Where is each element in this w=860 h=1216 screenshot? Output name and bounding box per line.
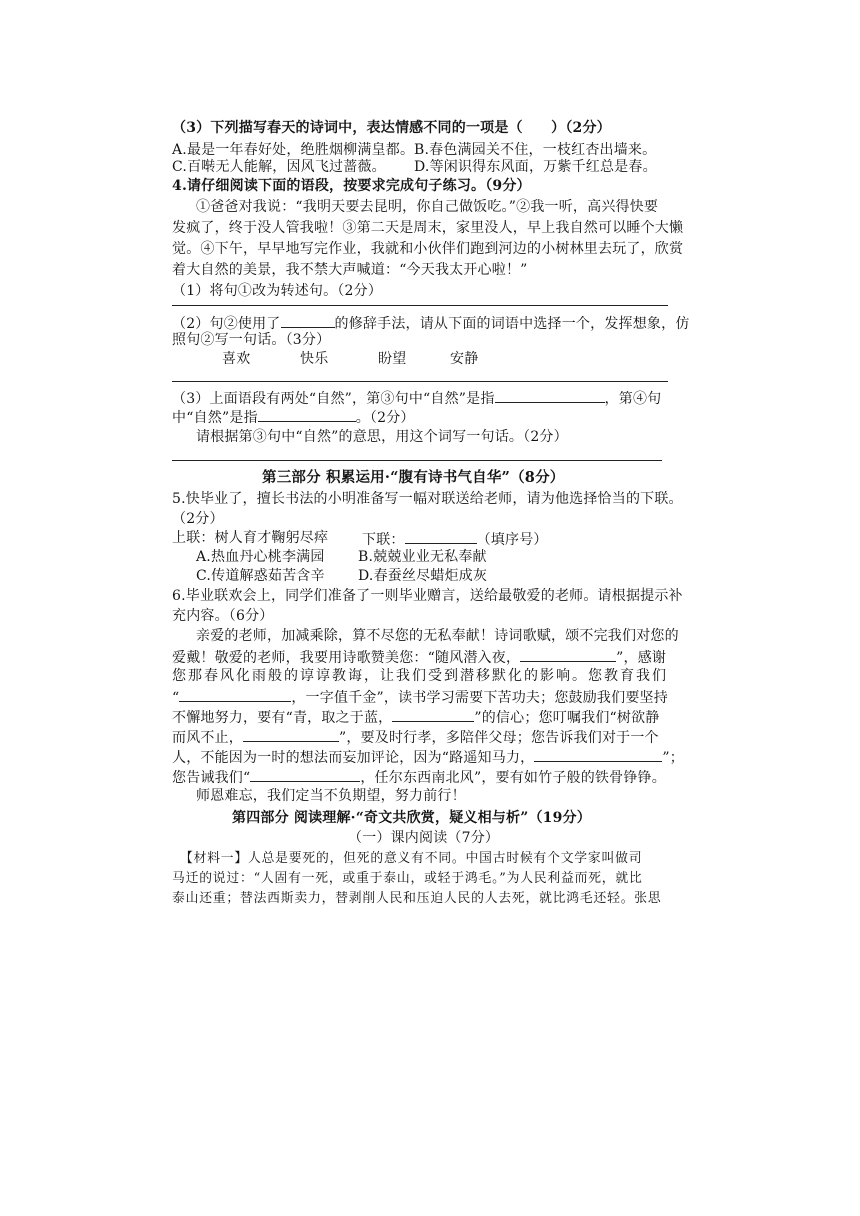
blank-poem-1[interactable] bbox=[520, 648, 616, 662]
q6-passage-line: 亲爱的老师，加减乘除，算不尽您的无私奉献！诗词歌赋，颂不完我们对您的 bbox=[196, 628, 679, 644]
q5-option-d: D.春蚕丝尽蜡炬成灰 bbox=[358, 568, 488, 584]
part4-heading: 第四部分 阅读理解·“奇文共欣赏，疑义相与析”（19分） bbox=[232, 810, 591, 826]
word-choice: 安静 bbox=[450, 351, 479, 367]
q3-option-c: C.百啭无人能解，因风飞过蔷薇。 bbox=[172, 159, 386, 175]
blank-rhetoric[interactable] bbox=[281, 314, 335, 328]
blank-poem-6[interactable] bbox=[250, 768, 360, 782]
material-line: 马迁的说过：“人固有一死，或重于泰山，或轻于鸿毛。”为人民利益而死，就比 bbox=[172, 871, 643, 886]
q4-sub3-write: 请根据第③句中“自然”的意思，用这个词写一句话。（2分） bbox=[196, 429, 568, 445]
q4-sub2: （2）句②使用了 的修辞手法，请从下面的词语中选择一个，发挥想象，仿 bbox=[172, 316, 690, 332]
blank-meaning-3[interactable] bbox=[495, 389, 605, 403]
q4-sub1: （1）将句①改为转述句。（2分） bbox=[172, 283, 383, 299]
material-line: 【材料一】人总是要死的，但死的意义有不同。中国古时候有个文学家叫做司 bbox=[180, 851, 643, 866]
part4-subheading: （一）课内阅读（7分） bbox=[348, 830, 500, 846]
word-choice: 盼望 bbox=[378, 351, 407, 367]
blank-poem-3[interactable] bbox=[392, 708, 474, 722]
q6-passage-line: 不懈地努力，要有“青，取之于蓝， ”的信心；您叮嘱我们“树欲静 bbox=[172, 710, 660, 726]
q4-passage-line: 发疯了，终于没人管我啦！③第二天是周末，家里没人，早上我自然可以睡个大懒 bbox=[172, 220, 684, 236]
answer-line[interactable] bbox=[172, 381, 668, 382]
word-choice: 快乐 bbox=[300, 351, 329, 367]
q6-passage-line: 您告诫我们“ ，任尔东西南北风”，要有如竹子般的铁骨铮铮。 bbox=[172, 770, 666, 786]
q6-passage-line: 您那春风化雨般的谆谆教诲，让我们受到潜移默化的影响。您教育我们 bbox=[172, 668, 668, 684]
q4-passage-line: 觉。④下午，早早地写完作业，我就和小伙伴们跑到河边的小树林里去玩了，欣赏 bbox=[172, 241, 684, 257]
word-choice: 喜欢 bbox=[222, 351, 251, 367]
q4-stem: 4.请仔细阅读下面的语段，按要求完成句子练习。（9分） bbox=[172, 178, 531, 194]
answer-line[interactable] bbox=[172, 460, 662, 461]
blank-poem-4[interactable] bbox=[243, 728, 339, 742]
q3-option-d: D.等闲识得东风面，万紫千红总是春。 bbox=[414, 159, 657, 175]
q4-passage-line: 着大自然的美景，我不禁大声喊道：“今天我太开心啦！” bbox=[172, 262, 528, 278]
q6-passage-line: 师恩难忘，我们定当不负期望，努力前行！ bbox=[196, 788, 466, 804]
part3-heading: 第三部分 积累运用·“腹有诗书气自华”（8分） bbox=[262, 469, 565, 486]
q3-option-b: B.春色满园关不住，一枝红杏出墙来。 bbox=[414, 142, 657, 158]
q5-option-a: A.热血丹心桃李满园 bbox=[196, 549, 325, 565]
q4-passage-line: ①爸爸对我说：“我明天要去昆明，你自己做饭吃。”②我一听，高兴得快要 bbox=[196, 199, 659, 215]
blank-meaning-4[interactable] bbox=[258, 408, 356, 422]
couplet-upper: 上联：树人育才鞠躬尽瘁 bbox=[172, 530, 329, 546]
q6-passage-line: 而风不止， ”，要及时行孝，多陪伴父母；您告诉我们对于一个 bbox=[172, 730, 659, 746]
q6-passage-line: 人，不能因为一时的想法而妄加评论，因为“路遥知马力， ”； bbox=[172, 750, 684, 766]
q6-stem: 6.毕业联欢会上，同学们准备了一则毕业赠言，送给最敬爱的老师。请根据提示补 bbox=[172, 588, 683, 604]
q4-sub3-cont: 中“自然”是指 。（2分） bbox=[172, 410, 415, 426]
q3-stem: （3）下列描写春天的诗词中，表达情感不同的一项是（ ）（2分） bbox=[172, 120, 611, 136]
q6-points: 充内容。（6分） bbox=[172, 608, 274, 624]
blank-poem-5[interactable] bbox=[534, 748, 662, 762]
q6-passage-line: “ ，一字值千金”，读书学习需要下苦功夫；您鼓励我们要坚持 bbox=[172, 690, 668, 706]
q5-option-c: C.传道解惑茹苦含辛 bbox=[196, 568, 325, 584]
blank-poem-2[interactable] bbox=[179, 688, 291, 702]
q3-option-a: A.最是一年春好处，绝胜烟柳满皇都。 bbox=[172, 142, 415, 158]
answer-line[interactable] bbox=[172, 305, 668, 306]
material-line: 泰山还重；替法西斯卖力，替剥削人民和压迫人民的人去死，就比鸿毛还轻。张思 bbox=[172, 891, 662, 906]
couplet-lower: 下联： （填序号） bbox=[362, 532, 548, 548]
q6-passage-line: 爱戴！敬爱的老师，我要用诗歌赞美您：“随风潜入夜， ”，感谢 bbox=[172, 650, 667, 666]
q4-sub2-cont: 照句②写一句话。（3分） bbox=[172, 332, 331, 348]
q4-sub3: （3）上面语段有两处“自然”，第③句中“自然”是指 ，第④句 bbox=[172, 391, 662, 407]
q5-stem: 5.快毕业了，擅长书法的小明准备写一幅对联送给老师，请为他选择恰当的下联。 bbox=[172, 491, 683, 507]
blank-lower-couplet[interactable] bbox=[405, 530, 477, 544]
q5-option-b: B.兢兢业业无私奉献 bbox=[358, 549, 487, 565]
q5-points: （2分） bbox=[172, 511, 224, 527]
